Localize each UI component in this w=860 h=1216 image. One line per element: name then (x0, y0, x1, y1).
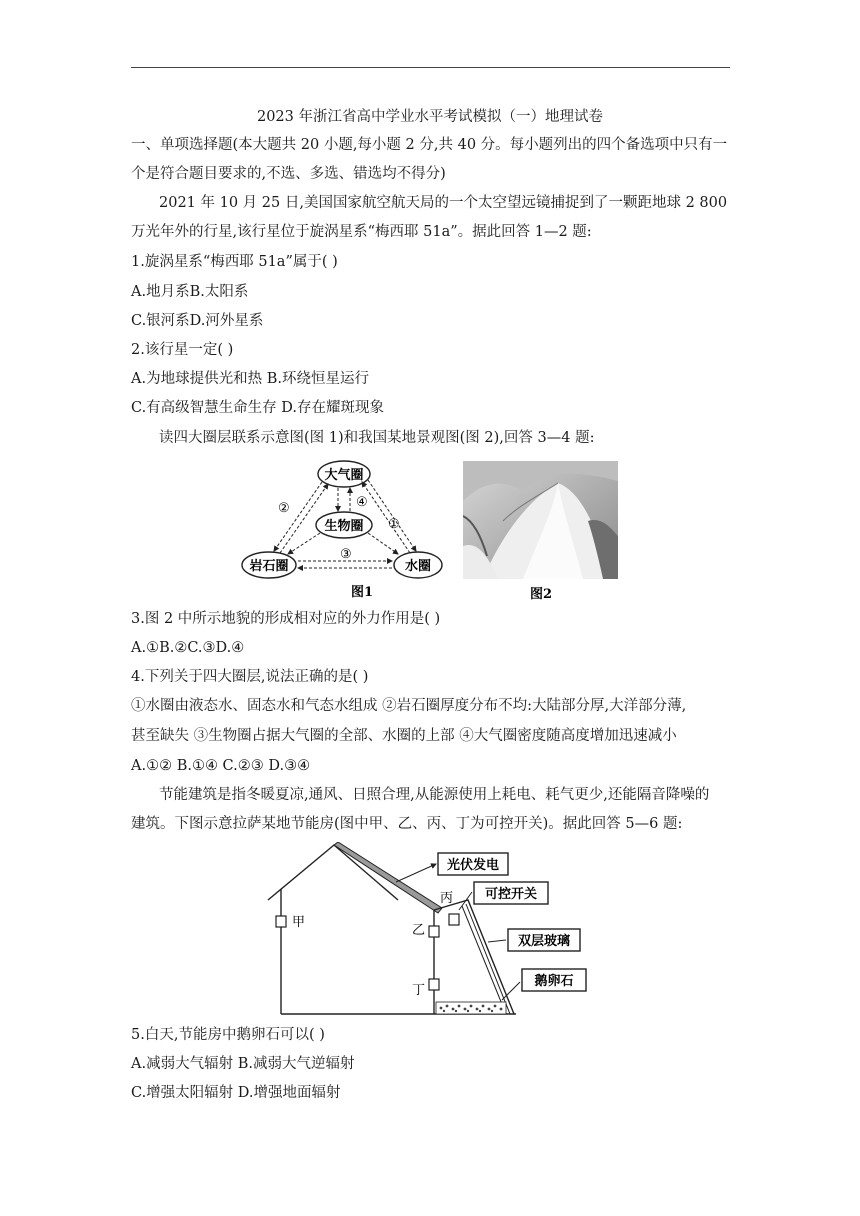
label-yi: 乙 (412, 923, 426, 938)
hydrosphere-label: 水圈 (404, 559, 432, 574)
label-pebble: 鹅卵石 (534, 974, 574, 989)
arrow-label-2: ② (278, 501, 290, 516)
q2-stem: 2.该行星一定( ) (131, 342, 234, 358)
figure3-energy-saving-house (266, 842, 596, 1016)
passage1-line2: 万光年外的行星,该行星位于旋涡星系“梅西耶 51a”。据此回答 1—2 题: (131, 224, 592, 240)
q4-options: A.①② B.①④ C.②③ D.③④ (131, 758, 311, 774)
atmosphere-label: 大气圈 (324, 468, 364, 483)
figure1-caption: 图1 (350, 585, 374, 600)
label-pv: 光伏发电 (446, 858, 500, 873)
q3-stem: 3.图 2 中所示地貌的形成相对应的外力作用是( ) (131, 611, 441, 627)
figure1-sphere-diagram (238, 456, 448, 604)
switch-ding (429, 979, 439, 990)
q4-stem: 4.下列关于四大圈层,说法正确的是( ) (131, 669, 369, 685)
q5-options-ab: A.减弱大气辐射 B.减弱大气逆辐射 (131, 1056, 355, 1072)
pebble-bed (436, 1002, 506, 1014)
arrow-label-4: ④ (356, 495, 368, 510)
arrow-label-1: ① (388, 517, 400, 532)
biosphere-label: 生物圈 (324, 519, 364, 534)
header-rule (131, 67, 730, 68)
passage3-line1: 节能建筑是指冬暖夏凉,通风、日照合理,从能源使用上耗电、耗气更少,还能隔音降噪的 (159, 787, 710, 803)
switch-jia (276, 916, 286, 927)
passage3-line2: 建筑。下图示意拉萨某地节能房(图中甲、乙、丙、丁为可控开关)。据此回答 5—6 题: (131, 816, 683, 832)
label-switch: 可控开关 (484, 887, 538, 902)
figure2-landscape-photo (463, 461, 619, 601)
q2-options-cd: C.有高级智慧生命生存 D.存在耀斑现象 (131, 400, 385, 416)
label-bing: 丙 (440, 891, 454, 906)
q3-options: A.①B.②C.③D.④ (131, 640, 245, 656)
passage1-line1: 2021 年 10 月 25 日,美国国家航空航天局的一个太空望远镜捕捉到了一颗距地球 2 800 (159, 195, 728, 211)
section-instruction-line2: 个是符合题目要求的,不选、多选、错选均不得分) (131, 166, 446, 182)
q4-statement-line1: ①水圈由液态水、固态水和气态水组成 ②岩石圈厚度分布不均:大陆部分厚,大洋部分薄, (131, 698, 687, 714)
arrow-label-3: ③ (340, 547, 352, 562)
section-instruction-line1: 一、单项选择题(本大题共 20 小题,每小题 2 分,共 40 分。每小题列出的四个备选项中只有一 (131, 137, 728, 153)
label-ding: 丁 (412, 983, 426, 998)
q5-stem: 5.白天,节能房中鹅卵石可以( ) (131, 1027, 325, 1043)
figure2-caption: 图2 (529, 587, 553, 601)
passage2: 读四大圈层联系示意图(图 1)和我国某地景观图(图 2),回答 3—4 题: (159, 430, 595, 446)
lithosphere-label: 岩石圈 (249, 559, 289, 574)
switch-yi (429, 926, 439, 937)
q5-options-cd: C.增强太阳辐射 D.增强地面辐射 (131, 1085, 341, 1101)
q1-options-cd: C.银河系D.河外星系 (131, 313, 264, 329)
q4-statement-line2: 甚至缺失 ③生物圈占据大气圈的全部、水圈的上部 ④大气圈密度随高度增加迅速减小 (131, 728, 677, 744)
q1-stem: 1.旋涡星系“梅西耶 51a”属于( ) (131, 254, 338, 270)
switch-bing (449, 914, 459, 925)
label-jia: 甲 (292, 915, 306, 930)
q2-options-ab: A.为地球提供光和热 B.环绕恒星运行 (131, 371, 369, 387)
q1-options-ab: A.地月系B.太阳系 (131, 284, 249, 300)
pv-panel (334, 842, 442, 913)
page-title: 2023 年浙江省高中学业水平考试模拟（一）地理试卷 (256, 109, 603, 125)
label-glass: 双层玻璃 (517, 934, 571, 949)
